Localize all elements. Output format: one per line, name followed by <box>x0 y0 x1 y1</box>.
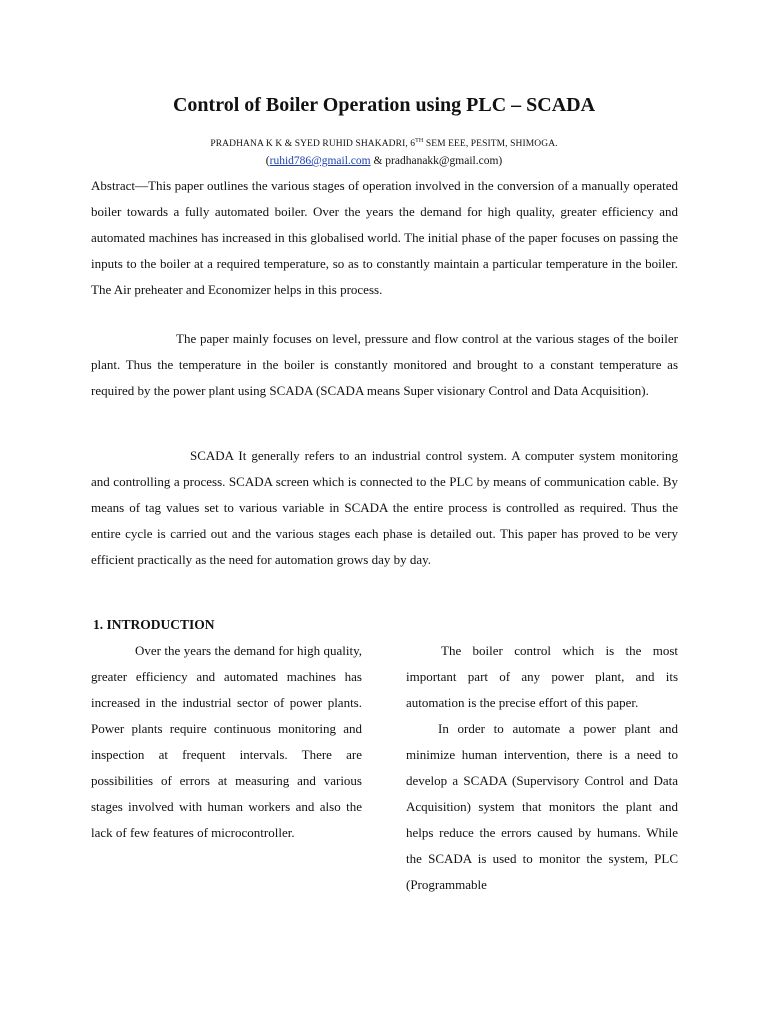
author-names: PRADHANA K K & SYED RUHID SHAKADRI, 6 <box>210 139 416 150</box>
intro-right-paragraph-1: The boiler control which is the most important part of any power plant, and its automation is the precise effort of this paper. <box>406 643 678 710</box>
email-line <box>0 153 768 169</box>
section-heading-introduction: 1. INTRODUCTION <box>93 617 215 632</box>
email-open-paren: ( <box>265 155 270 167</box>
author-superscript: TH <box>415 138 424 144</box>
abstract-paragraph-1: Abstract—This paper outlines the various stages of operation involved in the conversion of a manually operated boiler towards a fully automated boiler. Over the years the demand for high quality, greater efficiency and automated machines has increased in this globalised world. The initial phase of the paper focuses on passing the inputs to the boiler at a required temperature, so as to constantly maintain a particular temperature in the boiler. The Air preheater and Economizer helps in this process. <box>91 178 678 297</box>
intro-left-column: Over the years the demand for high quality, greater efficiency and automated machines has increased in the industrial sector of power plants. Power plants require continuous monitoring and inspection at frequent intervals. There are possibilities of errors at measuring and various stages involved with human workers and also the lack of few features of microcontroller. <box>91 643 362 840</box>
author-affiliation: SEM EEE, PESITM, SHIMOGA. <box>423 139 558 150</box>
paper-title: Control of Boiler Operation using PLC – SCADA <box>172 94 596 116</box>
email-link[interactable]: ruhid786@gmail.com <box>269 155 371 167</box>
abstract-paragraph-3: SCADA It generally refers to an industrial control system. A computer system monitoring and controlling a process. SCADA screen which is connected to the PLC by means of communication cable. By means of tag values set to various variable in SCADA the entire process is controlled as required. Thus the entire cycle is carried out and the various stages each phase is detailed out. This paper has proved to be very efficient practically as the need for automation grows day by day. <box>91 448 678 567</box>
author-line <box>0 134 768 151</box>
abstract-paragraph-2: The paper mainly focuses on level, pressure and flow control at the various stages of the boiler plant. Thus the temperature in the boiler is constantly monitored and brought to a constant temperature as required by the power plant using SCADA (SCADA means Super visionary Control and Data Acquisition). <box>91 331 678 398</box>
intro-right-paragraph-2: In order to automate a power plant and minimize human intervention, there is a need to develop a SCADA (Supervisory Control and Data Acquisition) system that monitors the plant and helps reduce the errors caused by humans. While the SCADA is used to monitor the system, PLC (Programmable <box>406 721 678 892</box>
email-rest: & pradhanakk@gmail.com) <box>370 155 503 167</box>
